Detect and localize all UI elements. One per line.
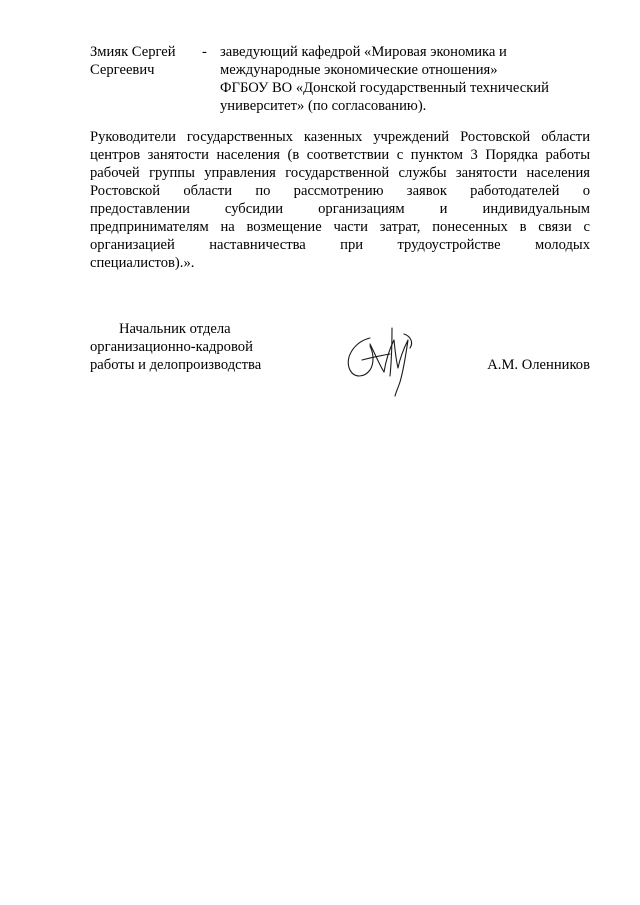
member-position-line: ФГБОУ ВО «Донской государственный технический bbox=[220, 80, 549, 96]
paragraph-line: центров занятости населения (в соответствии с пунктом 3 Порядка работы bbox=[90, 147, 590, 163]
paragraph-line: предпринимателям на возмещение части затрат, понесенных в связи с bbox=[90, 219, 590, 235]
handwritten-signature-icon bbox=[340, 320, 430, 398]
member-name-line: Змияк Сергей bbox=[90, 44, 176, 60]
member-position-line: международные экономические отношения» bbox=[220, 62, 498, 78]
signatory-title bbox=[90, 320, 261, 374]
member-name bbox=[90, 43, 200, 79]
signatory-title-line: Начальник отдела bbox=[119, 321, 231, 337]
paragraph-line: специалистов).». bbox=[90, 255, 195, 271]
member-name-line: Сергеевич bbox=[90, 62, 155, 78]
signatory-title-line: организационно-кадровой bbox=[90, 339, 253, 355]
paragraph-line: рабочей группы управления государственной службы занятости населения bbox=[90, 165, 590, 181]
body-paragraph bbox=[90, 128, 590, 272]
signatory-name: А.М. Оленников bbox=[487, 357, 590, 373]
signatory-title-line: работы и делопроизводства bbox=[90, 357, 262, 373]
signature-block bbox=[90, 320, 590, 400]
member-position-line: заведующий кафедрой «Мировая экономика и bbox=[220, 44, 507, 60]
paragraph-line: Руководители государственных казенных учреждений Ростовской области bbox=[90, 129, 590, 145]
member-dash: - bbox=[202, 44, 207, 60]
member-position-line: университет» (по согласованию). bbox=[220, 98, 427, 114]
member-position bbox=[220, 43, 592, 115]
paragraph-line: предоставлении субсидии организациям и индивидуальным bbox=[90, 201, 590, 217]
paragraph-line: Ростовской области по рассмотрению заявок работодателей о bbox=[90, 183, 590, 199]
paragraph-line: организацией наставничества при трудоустройстве молодых bbox=[90, 237, 590, 253]
